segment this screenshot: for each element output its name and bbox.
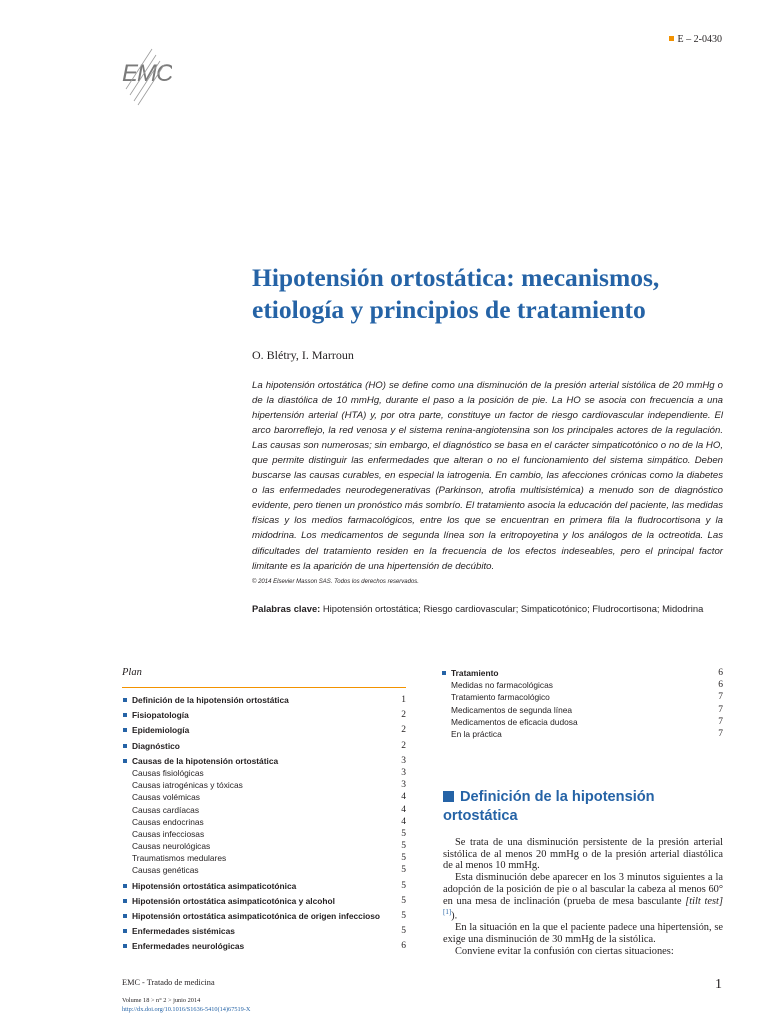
toc-entry-page: 2 bbox=[401, 710, 406, 721]
toc-entry-page: 5 bbox=[401, 853, 406, 864]
toc-entry[interactable] bbox=[122, 767, 406, 779]
section-heading bbox=[443, 788, 723, 826]
toc-entry-page: 5 bbox=[401, 895, 406, 906]
plan-divider bbox=[122, 687, 406, 688]
toc-entry[interactable] bbox=[122, 779, 406, 791]
toc-entry-page: 3 bbox=[401, 767, 406, 778]
toc-entry[interactable] bbox=[122, 828, 406, 840]
toc-entry[interactable] bbox=[441, 728, 723, 740]
toc-entry-page: 5 bbox=[401, 865, 406, 876]
toc-entry-label: En la práctica bbox=[451, 728, 502, 739]
toc-entry-page: 2 bbox=[401, 725, 406, 736]
toc-entry[interactable] bbox=[122, 940, 406, 952]
toc-entry[interactable] bbox=[122, 740, 406, 752]
toc-entry-page: 7 bbox=[718, 692, 723, 703]
toc-entry-label: Enfermedades sistémicas bbox=[132, 926, 235, 937]
toc-entry-page: 3 bbox=[401, 780, 406, 791]
article-code-text: E – 2-0430 bbox=[677, 34, 722, 45]
emc-logo bbox=[122, 45, 172, 107]
toc-entry[interactable] bbox=[122, 791, 406, 803]
orange-square-icon bbox=[669, 36, 674, 41]
authors: O. Blétry, I. Marroun bbox=[252, 348, 354, 362]
toc-entry[interactable] bbox=[441, 667, 723, 679]
toc-entry-label: Hipotensión ortostática asimpaticotónica bbox=[132, 880, 297, 891]
toc-entry-page: 5 bbox=[401, 828, 406, 839]
toc-entry-label: Causas endocrinas bbox=[132, 816, 204, 827]
toc-entry-page: 5 bbox=[401, 880, 406, 891]
toc-entry[interactable] bbox=[441, 679, 723, 691]
toc-entry-page: 7 bbox=[718, 704, 723, 715]
paragraph-3: En la situación en la que el paciente padece una hipertensión, se exige una disminución de 30 mmHg de la sistólica. bbox=[443, 922, 723, 946]
toc-entry[interactable] bbox=[122, 864, 406, 876]
toc-entry[interactable] bbox=[122, 804, 406, 816]
toc-entry[interactable] bbox=[122, 895, 406, 907]
toc-entry[interactable] bbox=[122, 709, 406, 721]
toc-entry-page: 6 bbox=[401, 941, 406, 952]
toc-entry-page: 7 bbox=[718, 728, 723, 739]
toc-entry-page: 5 bbox=[401, 911, 406, 921]
toc-entry-label: Fisiopatología bbox=[132, 710, 189, 721]
toc-entry-label: Epidemiología bbox=[132, 725, 190, 736]
toc-entry-label: Hipotensión ortostática asimpaticotónica y alcohol bbox=[132, 895, 335, 906]
toc-entry[interactable] bbox=[122, 852, 406, 864]
toc-entry-label: Medicamentos de eficacia dudosa bbox=[451, 716, 578, 727]
paragraph-1: Se trata de una disminución persistente de la presión arterial sistólica de al menos 20 mmHg o de la presión arterial diastólica de al menos 10 mmHg. bbox=[443, 837, 723, 872]
toc-entry[interactable] bbox=[441, 691, 723, 703]
toc-entry-page: 5 bbox=[401, 926, 406, 937]
toc-entry-label: Causas volémicas bbox=[132, 792, 200, 803]
toc-entry-page: 4 bbox=[401, 792, 406, 803]
toc-entry-page: 3 bbox=[401, 755, 406, 766]
plan-title: Plan bbox=[122, 667, 142, 678]
toc-entry-page: 5 bbox=[401, 841, 406, 852]
copyright: © 2014 Elsevier Masson SAS. Todos los derechos reservados. bbox=[252, 579, 419, 585]
toc-entry[interactable] bbox=[122, 880, 406, 892]
toc-entry-label: Causas iatrogénicas y tóxicas bbox=[132, 780, 243, 791]
toc-entry[interactable] bbox=[122, 755, 406, 767]
toc-entry-label: Traumatismos medulares bbox=[132, 853, 227, 864]
toc-entry[interactable] bbox=[122, 724, 406, 736]
toc-entry-label: Diagnóstico bbox=[132, 740, 180, 751]
toc-entry[interactable] bbox=[122, 816, 406, 828]
toc-entry-label: Causas genéticas bbox=[132, 865, 199, 876]
article-code bbox=[669, 34, 722, 45]
toc-entry-label: Medidas no farmacológicas bbox=[451, 680, 553, 691]
toc-entry-label: Tratamiento bbox=[451, 668, 499, 678]
toc-entry[interactable] bbox=[122, 840, 406, 852]
toc-left bbox=[122, 694, 406, 953]
square-bullet-icon bbox=[443, 791, 454, 802]
toc-entry-label: Hipotensión ortostática asimpaticotónica de origen infeccioso bbox=[132, 911, 381, 921]
toc-entry-label: Causas fisiológicas bbox=[132, 767, 204, 778]
reference-link[interactable]: [1] bbox=[443, 908, 452, 917]
toc-entry-page: 1 bbox=[401, 695, 406, 705]
toc-entry-label: Definición de la hipotensión ortostática bbox=[132, 695, 289, 705]
doi-link[interactable]: http://dx.doi.org/10.1016/S1636-5410(14)67519-X bbox=[122, 1006, 251, 1013]
toc-entry[interactable] bbox=[122, 910, 406, 922]
toc-entry-label: Causas infecciosas bbox=[132, 828, 205, 839]
toc-entry-label: Causas de la hipotensión ortostática bbox=[132, 755, 279, 766]
keywords-list: Hipotensión ortostática; Riesgo cardiovascular; Simpaticotónico; Fludrocortisona; Midodrina bbox=[322, 603, 704, 614]
paragraph-4: Conviene evitar la confusión con ciertas situaciones: bbox=[455, 945, 674, 957]
keywords-label: Palabras clave: bbox=[252, 603, 321, 614]
volume-info: Volume 18 > n° 2 > junio 2014 bbox=[122, 997, 201, 1004]
toc-entry-page: 4 bbox=[401, 816, 406, 827]
keywords bbox=[252, 603, 703, 614]
tilt-test-term: [tilt test] bbox=[685, 895, 723, 907]
toc-entry-page: 2 bbox=[401, 740, 406, 751]
toc-right bbox=[441, 667, 723, 740]
paragraph-2-end: ). bbox=[451, 910, 458, 922]
toc-entry-label: Enfermedades neurológicas bbox=[132, 941, 245, 952]
toc-entry-page: 7 bbox=[718, 716, 723, 727]
toc-entry[interactable] bbox=[441, 704, 723, 716]
toc-entry[interactable] bbox=[122, 694, 406, 706]
section-body bbox=[443, 837, 723, 958]
paragraph-2 bbox=[443, 872, 723, 922]
page-number: 1 bbox=[715, 977, 722, 992]
toc-entry[interactable] bbox=[441, 716, 723, 728]
section-heading-text: Definición de la hipotensión ortostática bbox=[443, 789, 655, 824]
abstract: La hipotensión ortostática (HO) se define como una disminución de la presión arterial sistólica de 20 mmHg o de la diastólica de 10 mmHg, durante el paso a la posición de pie. La HO se asocia con frecuencia a una hipertensión arterial (HTA) y, por otra parte, constituye un factor de riesgo cardiovascular independiente. El arco barorreflejo, la red venosa y el sistema renina-angiotensina son los principales actores de la regulación. Las causas son numerosas; sin embargo, el diagnóstico se basa en el carácter simpaticotónico o no de la HO, que permite distinguir las enfermedades que alteran o no el funcionamiento del sistema simpático. Deben buscarse las causas curables, en especial la iatrogenia. En cambio, las afecciones crónicas como la diabetes o las enfermedades neurodegenerativas (Parkinson, atrofia multisistémica) a menudo son de diagnóstico evidente, pero tienen un pronóstico más sombrío. El tratamiento asocia la educación del paciente, las medidas físicas y los medios farmacológicos, entre los que se encuentran en primera fila la fludrocortisona y la midodrina. Los medicamentos de segunda línea son la eritropoyetina y los análogos de la octreotida. Las dificultades del tratamiento residen en la frecuencia de los efectos indeseables, pero el principal factor limitante es la aparición de una hipertensión de decúbito. bbox=[252, 380, 723, 572]
toc-entry-page: 4 bbox=[401, 804, 406, 815]
footer-meta bbox=[122, 996, 250, 1014]
paragraph-2-text: Esta disminución debe aparecer en los 3 minutos siguientes a la adopción de la posición de pie o al bascular la cabeza al menos 60° en una mesa de inclinación (prueba de mesa basculante bbox=[443, 872, 723, 907]
emc-logo-text: EMC bbox=[122, 60, 172, 87]
toc-entry-label: Medicamentos de segunda línea bbox=[451, 704, 573, 715]
toc-entry-page: 6 bbox=[718, 680, 723, 691]
journal-name: EMC - Tratado de medicina bbox=[122, 978, 215, 987]
article-title: Hipotensión ortostática: mecanismos, etiología y principios de tratamiento bbox=[252, 263, 660, 324]
toc-entry-label: Causas neurológicas bbox=[132, 841, 211, 852]
toc-entry-label: Causas cardíacas bbox=[132, 804, 200, 815]
toc-entry-page: 6 bbox=[718, 668, 723, 678]
toc-entry-label: Tratamiento farmacológico bbox=[451, 692, 550, 703]
toc-entry[interactable] bbox=[122, 925, 406, 937]
